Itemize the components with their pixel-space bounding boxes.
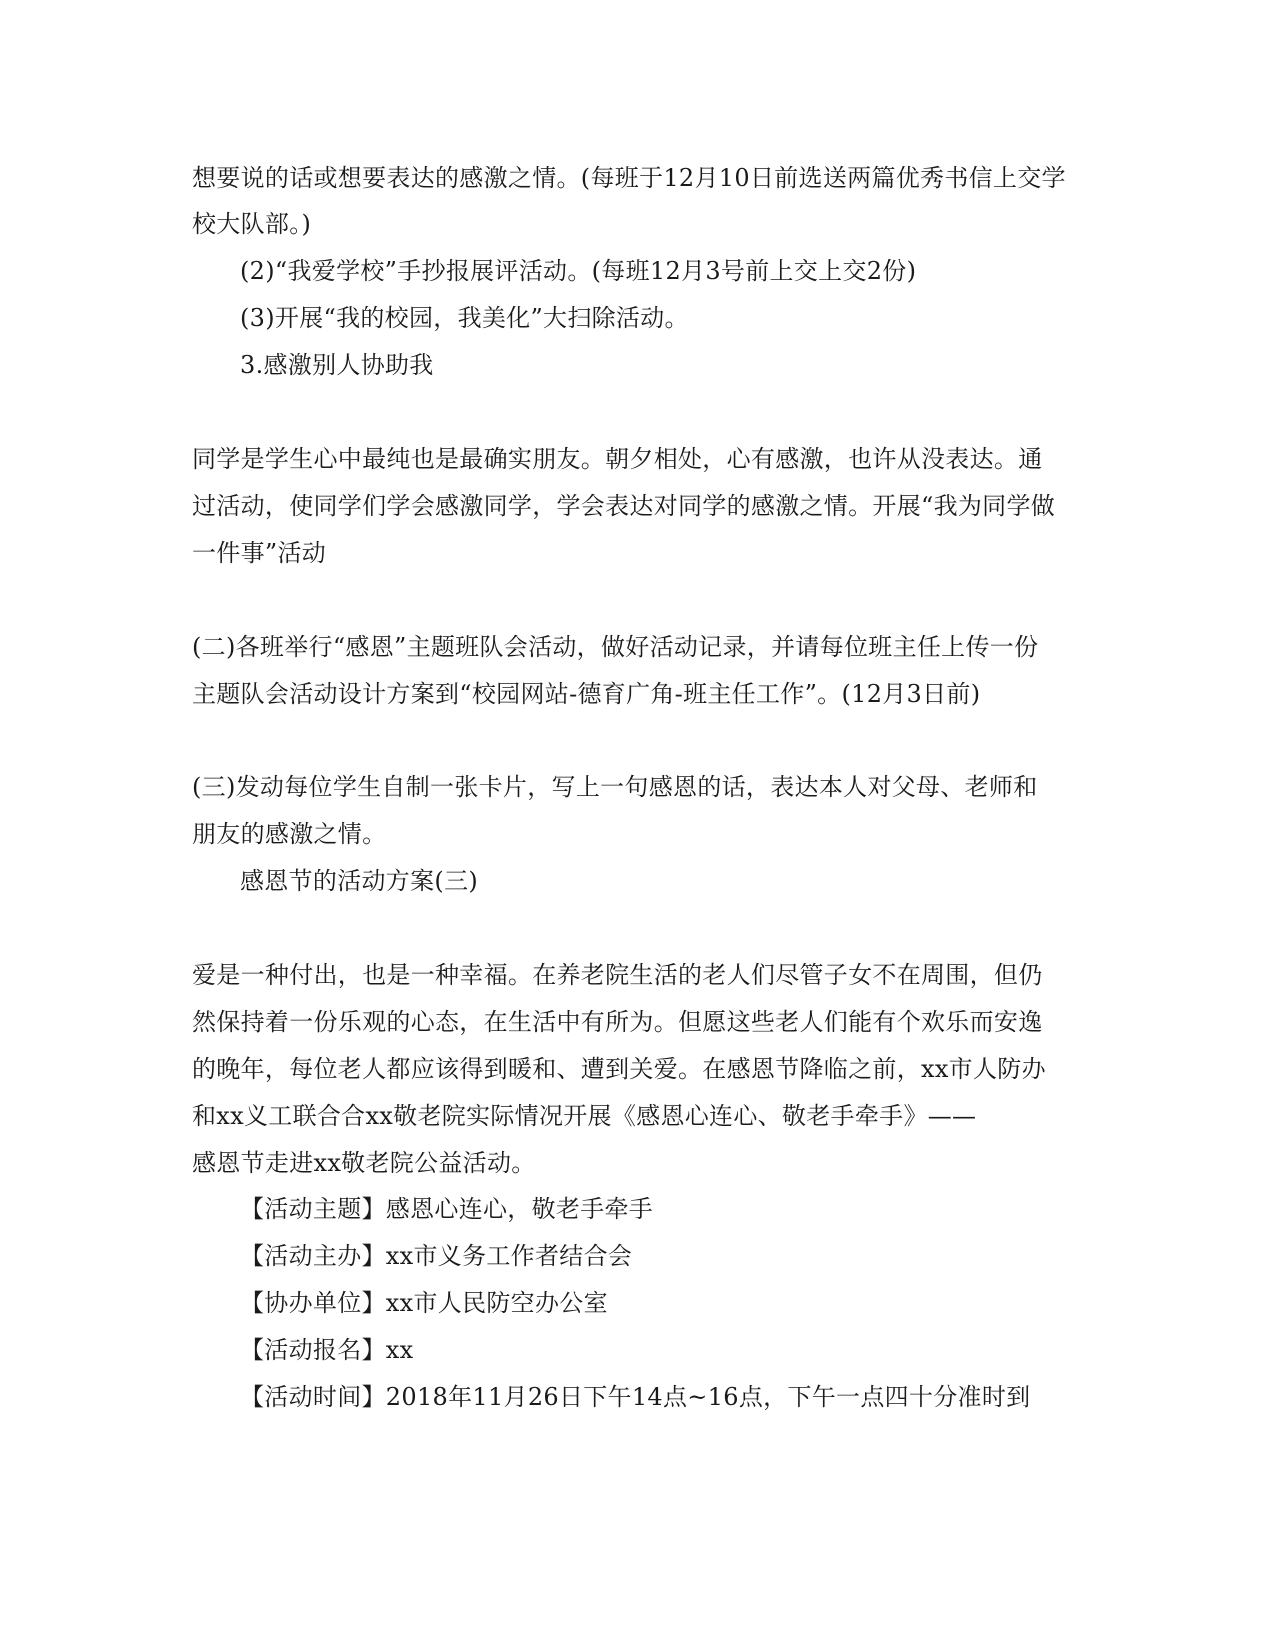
section-heading: 感恩节的活动方案(三) (240, 867, 479, 895)
paragraph-line: 同学是学生心中最纯也是最确实朋友。朝夕相处，心有感激，也许从没表达。通 (192, 445, 1043, 473)
list-item-line: (3)开展“我的校园，我美化”大扫除活动。 (240, 304, 689, 332)
paragraph-line: 的晚年，每位老人都应该得到暖和、遭到关爱。在感恩节降临之前，xx市人防办 (192, 1055, 1046, 1083)
paragraph-line: 爱是一种付出，也是一种幸福。在养老院生活的老人们尽管子女不在周围，但仍 (192, 961, 1043, 989)
list-item-line: (2)“我爱学校”手抄报展评活动。(每班12月3号前上交上交2份) (240, 257, 917, 285)
paragraph-line: 朋友的感激之情。 (192, 820, 387, 848)
info-field-co-organizer: 【协办单位】xx市人民防空办公室 (240, 1289, 608, 1317)
paragraph-line: 感恩节走进xx敬老院公益活动。 (192, 1149, 536, 1177)
info-field-organizer: 【活动主办】xx市义务工作者结合会 (240, 1242, 633, 1270)
paragraph-line: 主题队会活动设计方案到“校园网站-德育广角-班主任工作”。(12月3日前) (192, 680, 981, 708)
paragraph-line: 和xx义工联合合xx敬老院实际情况开展《感恩心连心、敬老手牵手》—— (192, 1102, 977, 1130)
paragraph-line: 一件事”活动 (192, 539, 327, 567)
info-field-theme: 【活动主题】感恩心连心，敬老手牵手 (240, 1195, 654, 1223)
info-field-registration: 【活动报名】xx (240, 1336, 414, 1364)
paragraph-line: 过活动，使同学们学会感激同学，学会表达对同学的感激之情。开展“我为同学做 (192, 492, 1056, 520)
section-heading: 3.感激别人协助我 (240, 351, 434, 379)
paragraph-line: 想要说的话或想要表达的感激之情。(每班于12月10日前选送两篇优秀书信上交学 (192, 164, 1066, 192)
paragraph-line: (三)发动每位学生自制一张卡片，写上一句感恩的话，表达本人对父母、老师和 (192, 773, 1038, 801)
paragraph-line: 然保持着一份乐观的心态，在生活中有所为。但愿这些老人们能有个欢乐而安逸 (192, 1008, 1043, 1036)
info-field-time: 【活动时间】2018年11月26日下午14点~16点，下午一点四十分准时到 (240, 1383, 1031, 1411)
paragraph-line: (二)各班举行“感恩”主题班队会活动，做好活动记录，并请每位班主任上传一份 (192, 633, 1039, 661)
paragraph-line: 校大队部。) (192, 210, 312, 238)
